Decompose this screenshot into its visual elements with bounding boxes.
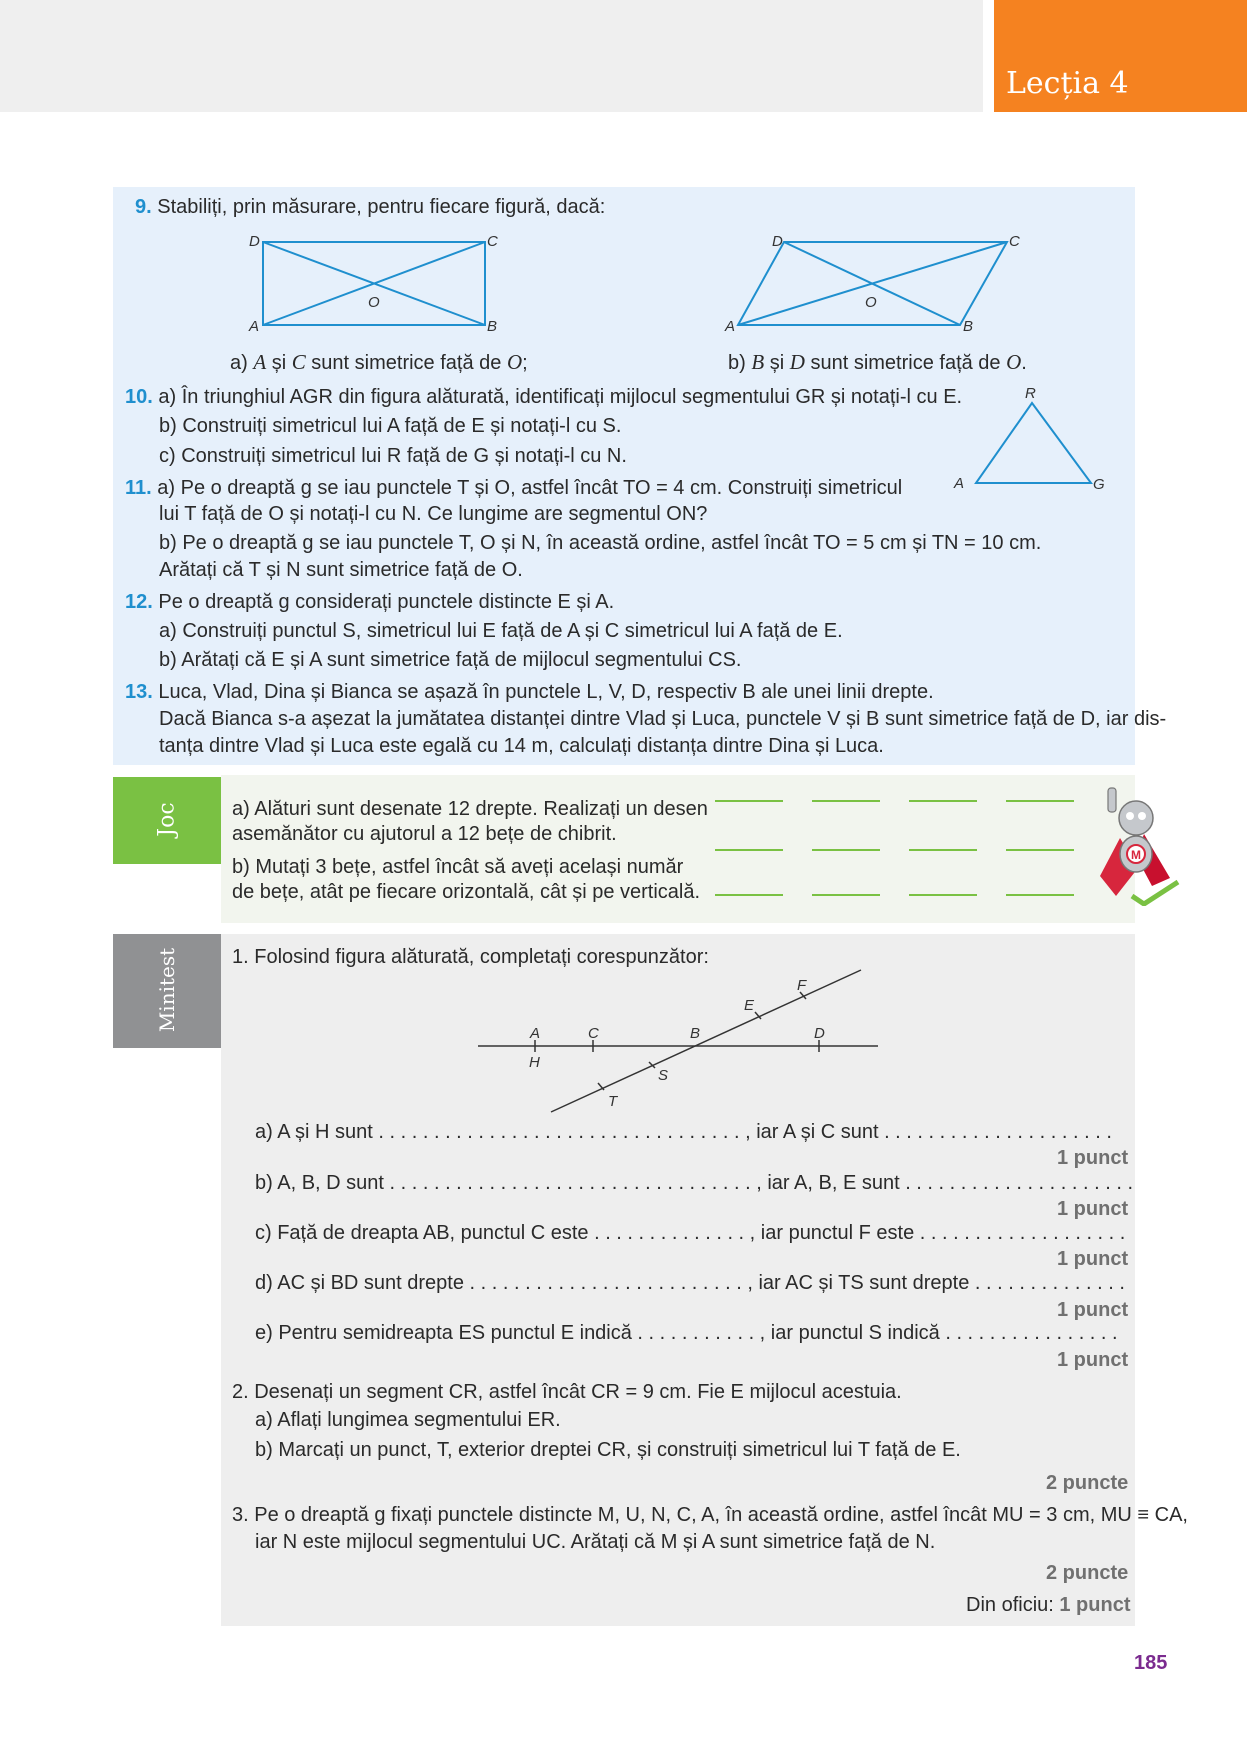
parallelogram-figure [738, 242, 1007, 325]
mascot-letter: M [1131, 848, 1141, 862]
minitest-q1c: c) Față de dreapta AB, punctul C este . . . . . . . . . . . . . . , iar punctul F este . . . . . . . . . . . . . . . . . . . [255, 1222, 1126, 1244]
minitest-q2: 2. Desenați un segment CR, astfel încât CR = 9 cm. Fie E mijlocul acestuia. [232, 1381, 902, 1403]
points-q1a: 1 punct [1057, 1147, 1129, 1169]
minitest-q1: 1. Folosind figura alăturată, completați corespunzător: [232, 946, 709, 968]
points-q1e: 1 punct [1057, 1349, 1129, 1371]
ex11-line4: Arătați că T și N sunt simetrice față de O. [159, 559, 523, 581]
minitest-tab-label: Minitest [155, 947, 179, 1033]
minitest-q3-line1: 3. Pe o dreaptă g fixați punctele distincte M, U, N, C, A, în această ordine, astfel încât MU = 3 cm, MU ≡ CA, [232, 1504, 1188, 1526]
match-line [1006, 849, 1074, 851]
fig-label-T: T [608, 1093, 618, 1110]
fig-label-B: B [690, 1025, 701, 1042]
rect-label-A: A [249, 318, 260, 335]
match-line [909, 849, 977, 851]
ex10-line2: b) Construiți simetricul lui A față de E și notați-l cu S. [159, 415, 622, 437]
fig-label-D: D [814, 1025, 825, 1042]
para-label-C: C [1009, 233, 1020, 250]
joc-line4: de bețe, atât pe fiecare orizontală, cât și pe verticală. [232, 881, 701, 903]
joc-line2: asemănător cu ajutorul a 12 bețe de chibrit. [232, 823, 617, 845]
minitest-figure [470, 960, 890, 1120]
ex11-line2: lui T față de O și notați-l cu N. Ce lungime are segmentul ON? [159, 503, 708, 525]
match-line [1006, 894, 1074, 896]
ex12-line2: a) Construiți punctul S, simetricul lui E față de A și C simetricul lui A față de E. [159, 620, 843, 642]
joc-line3: b) Mutați 3 bețe, astfel încât să aveți același număr [232, 856, 684, 878]
fig-label-F: F [797, 977, 807, 994]
match-line [812, 800, 880, 802]
para-label-A: A [725, 318, 736, 335]
minitest-q3-line2: iar N este mijlocul segmentului UC. Arătați că M și A sunt simetrice față de N. [255, 1531, 936, 1553]
lesson-title: Lecția 4 [1006, 66, 1129, 101]
ex11-line3: b) Pe o dreaptă g se iau punctele T, O și N, în această ordine, astfel încât TO = 5 cm și TN = 10 cm. [159, 532, 1042, 554]
ex9-option-b: b) B și D sunt simetrice față de O. [728, 350, 1027, 374]
rectangle-figure [263, 242, 485, 325]
ex10-line3: c) Construiți simetricul lui R față de G și notați-l cu N. [159, 445, 627, 467]
match-line [715, 849, 783, 851]
ex13-line3: tanța dintre Vlad și Luca este egală cu 14 m, calculați distanța dintre Dina și Luca. [159, 735, 884, 757]
minitest-q1a: a) A și H sunt . . . . . . . . . . . . . . . . . . . . . . . . . . . . . . . . . , iar A și C sunt . . . . . . . . . . . . . . . . . . . . . [255, 1121, 1112, 1143]
para-label-D: D [772, 233, 783, 250]
ex12-line1: 12. Pe o dreaptă g considerați punctele distincte E și A. [125, 591, 615, 613]
para-label-B: B [963, 318, 974, 335]
match-line [909, 800, 977, 802]
fig-label-S: S [658, 1067, 669, 1084]
ex9-option-a: a) A și C sunt simetrice față de O; [230, 350, 528, 374]
points-q1c: 1 punct [1057, 1248, 1129, 1270]
points-q1d: 1 punct [1057, 1299, 1129, 1321]
tri-label-G: G [1093, 476, 1105, 493]
match-line [715, 894, 783, 896]
tri-label-A: A [954, 475, 965, 492]
minitest-q1b: b) A, B, D sunt . . . . . . . . . . . . . . . . . . . . . . . . . . . . . . . . . , iar A, B, E sunt . . . . . . . . . . . . . . . . . . . . . [255, 1172, 1134, 1194]
rect-label-O: O [368, 294, 380, 311]
match-line [812, 894, 880, 896]
minitest-q1e: e) Pentru semidreapta ES punctul E indică . . . . . . . . . . . , iar punctul S indică . . . . . . . . . . . . . . . . [255, 1322, 1118, 1344]
mascot-image [1092, 786, 1182, 906]
ex10-line1: 10. a) În triunghiul AGR din figura alăturată, identificați mijlocul segmentului GR și notați-l cu E. [125, 386, 963, 408]
match-line [1006, 800, 1074, 802]
joc-tab-label: Joc [154, 802, 180, 837]
ex9-statement: 9. Stabiliți, prin măsurare, pentru fiecare figură, dacă: [135, 196, 606, 218]
tri-label-R: R [1025, 385, 1036, 402]
match-line [909, 894, 977, 896]
fig-label-A: A [530, 1025, 541, 1042]
match-line [715, 800, 783, 802]
joc-tab [113, 777, 221, 864]
ex9-figures [0, 0, 1247, 380]
fig-label-C: C [588, 1025, 599, 1042]
rect-label-B: B [487, 318, 498, 335]
oficiu-line: Din oficiu: 1 punct [966, 1594, 1131, 1616]
fig-label-E: E [744, 997, 755, 1014]
match-line [812, 849, 880, 851]
page-number: 185 [1134, 1652, 1168, 1674]
points-q1b: 1 punct [1057, 1198, 1129, 1220]
para-label-O: O [865, 294, 877, 311]
ex12-line3: b) Arătați că E și A sunt simetrice față de mijlocul segmentului CS. [159, 649, 742, 671]
ex13-line2: Dacă Bianca s-a așezat la jumătatea distanței dintre Vlad și Luca, punctele V și B sunt simetrice față de D, iar dis- [159, 708, 1167, 730]
minitest-q2a: a) Aflați lungimea segmentului ER. [255, 1409, 561, 1431]
rect-label-D: D [249, 233, 260, 250]
minitest-q2b: b) Marcați un punct, T, exterior dreptei CR, și construiți simetricul lui T față de E. [255, 1439, 961, 1461]
fig-label-H: H [529, 1054, 540, 1071]
points-q3: 2 puncte [1046, 1562, 1129, 1584]
rect-label-C: C [487, 233, 498, 250]
points-q2: 2 puncte [1046, 1472, 1129, 1494]
ex10-triangle [940, 385, 1120, 500]
minitest-tab [113, 934, 221, 1048]
ex11-line1: 11. a) Pe o dreaptă g se iau punctele T și O, astfel încât TO = 4 cm. Construiți simetricul [125, 477, 903, 499]
ex13-line1: 13. Luca, Vlad, Dina și Bianca se așază în punctele L, V, D, respectiv B ale unei linii drepte. [125, 681, 934, 703]
minitest-q1d: d) AC și BD sunt drepte . . . . . . . . . . . . . . . . . . . . . . . . . , iar AC și TS sunt drepte . . . . . . . . . . . . . . [255, 1272, 1125, 1294]
joc-line1: a) Alături sunt desenate 12 drepte. Realizați un desen [232, 798, 708, 820]
